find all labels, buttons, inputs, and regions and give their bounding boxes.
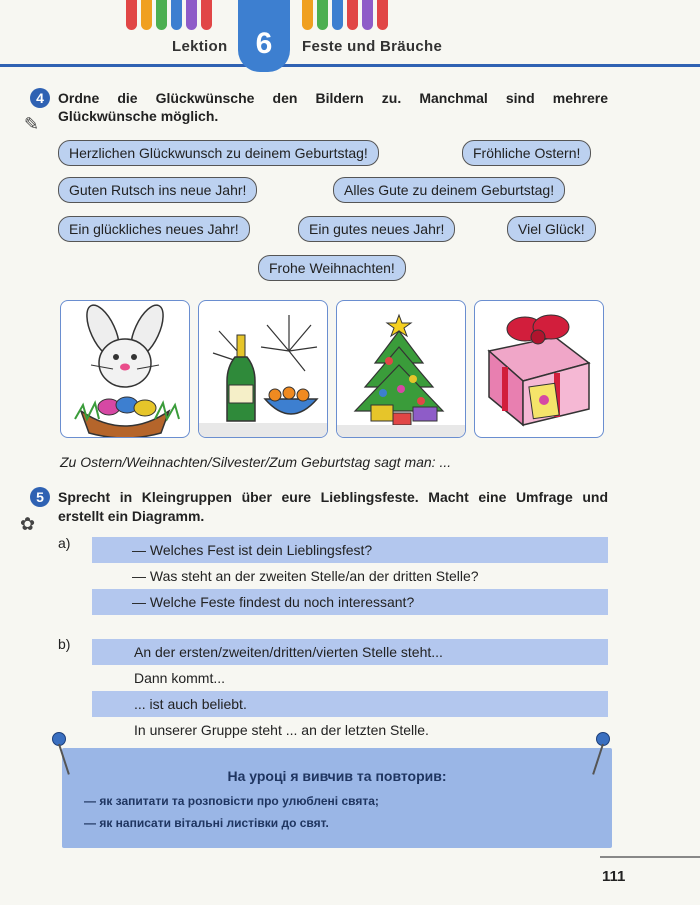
phrase-pill: Herzlichen Glückwunsch zu deinem Geburtstag! [58, 140, 379, 166]
task-4-prompt: Zu Ostern/Weihnachten/Silvester/Zum Geburtstag sagt man: ... [60, 454, 452, 470]
color-stripe [302, 0, 313, 30]
header-stripes-right [302, 0, 388, 30]
dialogue-text: An der ersten/zweiten/dritten/vierten Stelle steht... [134, 644, 443, 660]
part-b-label: b) [58, 636, 71, 652]
color-stripe [332, 0, 343, 30]
task-5-instruction-line1: Sprecht in Kleingruppen über eure Lieblingsfeste. Macht eine Umfrage und [58, 489, 608, 505]
dialogue-row [92, 691, 608, 717]
dialogue-text: — Welches Fest ist dein Lieblingsfest? [132, 542, 373, 558]
phrase-pill: Frohe Weihnachten! [258, 255, 406, 281]
color-stripe [347, 0, 358, 30]
dialogue-text: ... ist auch beliebt. [134, 696, 247, 712]
task-4-number: 4 [30, 88, 50, 108]
color-stripe [201, 0, 212, 30]
lesson-number-badge: 6 [238, 0, 290, 72]
summary-note [62, 748, 612, 848]
color-stripe [171, 0, 182, 30]
color-stripe [317, 0, 328, 30]
summary-item: — як написати вітальні листівки до свят. [84, 816, 329, 830]
pencil-icon: ✎ [24, 114, 40, 134]
color-stripe [126, 0, 137, 30]
phrase-pill: Alles Gute zu deinem Geburtstag! [333, 177, 565, 203]
lesson-title: Feste und Bräuche [302, 38, 443, 55]
dialogue-row [92, 665, 608, 691]
christmas-tree-picture [336, 300, 466, 438]
page-footer-rule [600, 856, 700, 858]
task-4-instruction-line2: Glückwünsche möglich. [58, 108, 219, 124]
color-stripe [156, 0, 167, 30]
phrase-pill: Ein glückliches neues Jahr! [58, 216, 250, 242]
header-rule [0, 64, 700, 67]
summary-item: — як запитати та розповісти про улюблені свята; [84, 794, 379, 808]
phrase-pill: Ein gutes neues Jahr! [298, 216, 455, 242]
dialogue-row [92, 537, 608, 563]
dialogue-row [92, 589, 608, 615]
phrase-pill: Fröhliche Ostern! [462, 140, 591, 166]
summary-title: На уроці я вивчив та повторив: [227, 768, 447, 784]
color-stripe [362, 0, 373, 30]
dialogue-row [92, 639, 608, 665]
birthday-gift-picture [474, 300, 604, 438]
part-a-label: a) [58, 535, 71, 551]
new-year-champagne-picture [198, 300, 328, 438]
dialogue-text: — Welche Feste findest du noch interessant? [132, 594, 415, 610]
page-number: 111 [602, 868, 626, 885]
header-stripes-left [126, 0, 212, 30]
dialogue-row [92, 563, 608, 589]
color-stripe [141, 0, 152, 30]
phrase-pill: Guten Rutsch ins neue Jahr! [58, 177, 257, 203]
task-5-number: 5 [30, 487, 50, 507]
task-4-instruction-line1: Ordne die Glückwünsche den Bildern zu. Manchmal sind mehrere [58, 90, 608, 106]
color-stripe [186, 0, 197, 30]
dialogue-row [92, 717, 608, 743]
color-stripe [377, 0, 388, 30]
easter-bunny-picture [60, 300, 190, 438]
lesson-label: Lektion [172, 38, 228, 55]
dialogue-text: — Was steht an der zweiten Stelle/an der dritten Stelle? [132, 568, 479, 584]
phrase-pill: Viel Glück! [507, 216, 596, 242]
task-5-instruction-line2: erstellt ein Diagramm. [58, 508, 205, 524]
dialogue-text: In unserer Gruppe steht ... an der letzten Stelle. [134, 722, 429, 738]
dialogue-text: Dann kommt... [134, 670, 226, 686]
group-icon: ✿ [20, 514, 36, 534]
